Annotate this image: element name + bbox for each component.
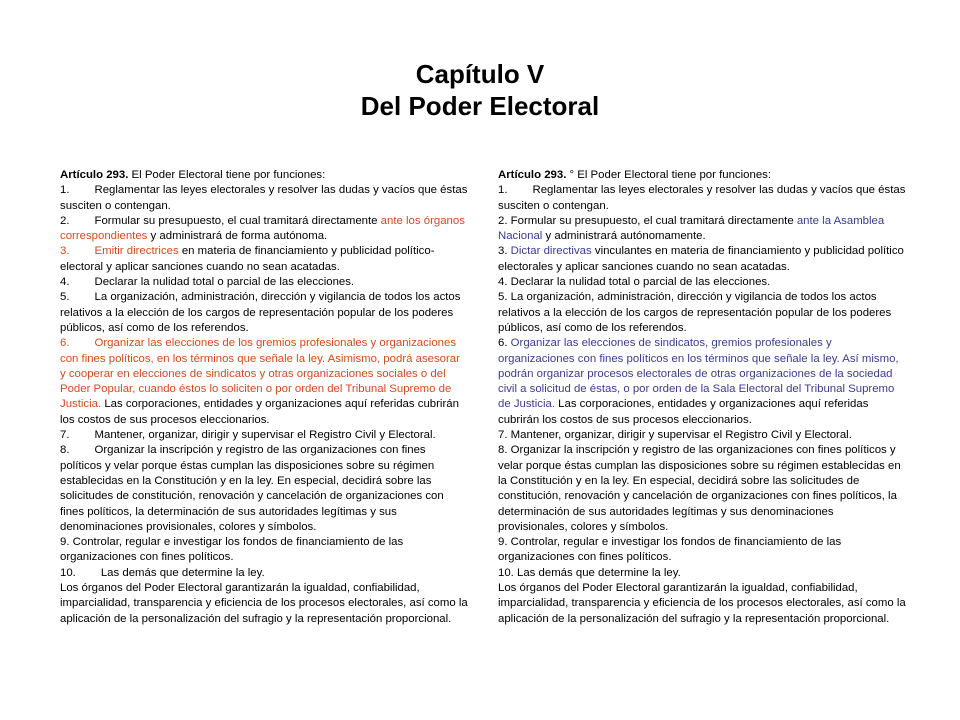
left-column-original-text [60,168,468,627]
item-1-text: Reglamentar las leyes electorales y resolver las dudas y vacíos que éstas susciten o contengan. [498,184,906,212]
item-8 [60,443,468,535]
item-4 [60,275,468,290]
item-3-highlight: Dictar directivas [510,245,592,258]
item-6 [498,336,906,428]
item-6-highlight: Organizar las elecciones de los gremios profesionales y organizaciones con fines políticos, en los términos que señale la ley. Asimismo, podrá asesorar y cooperar en elecciones de sindicatos y otras organizaciones sociales o del Poder Popular, cuando éstos lo soliciten o por orden del Tribunal Supremo de Justicia. [60,337,460,411]
item-10-text: Las demás que determine la ley. [100,566,265,579]
item-1 [498,183,906,214]
item-5-number: 5. [60,291,70,304]
item-2-text-b: y administrará de forma autónoma. [147,230,328,243]
item-7: 7. Mantener, organizar, dirigir y supervisar el Registro Civil y Electoral. [498,429,852,442]
item-3 [60,244,468,275]
item-2 [60,214,468,245]
item-1 [60,183,468,214]
item-2-text-a: Formular su presupuesto, el cual tramitará directamente [94,214,381,227]
item-2 [498,214,906,245]
item-3-highlight: Emitir directrices [94,245,179,258]
item-1-text: Reglamentar las leyes electorales y resolver las dudas y vacíos que éstas susciten o contengan. [60,184,468,212]
item-2-text-b: y administrará autónomamente. [542,230,706,243]
item-3-text: en materia de financiamiento y publicidad político-electoral y aplicar sanciones cuando no sean acatadas. [60,245,435,273]
item-8: 8. Organizar la inscripción y registro de las organizaciones con fines políticos y velar porque éstas cumplan las disposiciones sobre su régimen establecidas en la Constitución y en la ley. En especial, decidirá sobre las solicitudes de constitución, renovación y cancelación de organizaciones con fines políticos, la determinación de sus autoridades legítimas y sus denominaciones provisionales, colores y símbolos. [498,444,901,533]
item-3 [498,244,906,275]
item-5-text: La organización, administración, dirección y vigilancia de todos los actos relativos a la elección de los cargos de representación popular de los poderes públicos, así como de los referendos. [60,291,461,334]
item-6-highlight: Organizar las elecciones de sindicatos, gremios profesionales y organizaciones con fines políticos en los términos que señale la ley. Así mismo, podrán organizar procesos electorales de otras organizaciones de la sociedad civil a solicitud de éstas, o por orden de la Sala Electoral del Tribunal Supremo de Justicia. [498,337,899,411]
closing-paragraph: Los órganos del Poder Electoral garantizarán la igualdad, confiabilidad, imparcialidad, transparencia y eficiencia de los procesos electorales, así como la aplicación de la personalización del sufragio y la representación proporcional. [60,582,468,625]
chapter-heading: Capítulo V [415,59,545,89]
item-4: 4. Declarar la nulidad total o parcial de las elecciones. [498,276,771,289]
item-8-text: Organizar la inscripción y registro de las organizaciones con fines políticos y velar porque éstas cumplan las disposiciones sobre su régimen establecidas en la Constitución y en la ley. En especial, decidirá sobre las solicitudes de constitución, renovación y cancelación de organizaciones con fines políticos, la determinación de sus autoridades legítimas y sus denominaciones provisionales, colores y símbolos. [60,444,444,533]
article-intro: El Poder Electoral tiene por funciones: [128,169,326,181]
closing-paragraph: Los órganos del Poder Electoral garantizarán la igualdad, confiabilidad, imparcialidad, transparencia y eficiencia de los procesos electorales, así como la aplicación de la personalización del sufragio y la representación proporcional. [498,582,906,625]
article-label: Artículo 293. [60,169,129,181]
item-2-highlight: ante la Asamblea Nacional [498,214,885,243]
item-3-number: 3. [60,245,70,258]
item-2-number: 2. [60,214,70,227]
item-1-number: 1. [60,184,70,197]
item-4-text: Declarar la nulidad total o parcial de las elecciones. [94,276,355,289]
item-8-number: 8. [60,444,70,457]
item-1-number: 1. [498,184,508,197]
item-10 [60,566,468,581]
item-9: 9. Controlar, regular e investigar los fondos de financiamiento de las organizaciones con fines políticos. [498,536,842,564]
item-6-number: 6. [498,337,511,350]
item-6-number: 6. [60,337,70,350]
right-column-reform-text [498,168,906,627]
item-9: 9. Controlar, regular e investigar los fondos de financiamiento de las organizaciones con fines políticos. [60,536,404,564]
item-6-text: Las corporaciones, entidades y organizaciones aquí referidas cubrirán los costos de sus procesos eleccionarios. [498,398,869,426]
item-10-number: 10. [60,566,76,579]
item-3-text: vinculantes en materia de financiamiento y publicidad político electorales y aplicar sanciones cuando no sean acatadas. [498,245,904,273]
item-3-number: 3. [498,245,511,258]
item-2-text-a: 2. Formular su presupuesto, el cual tramitará directamente [498,214,797,227]
page-title [0,58,960,122]
article-header [60,168,468,183]
item-6 [60,336,468,428]
item-6-text: Las corporaciones, entidades y organizaciones aquí referidas cubrirán los costos de sus procesos eleccionarios. [60,398,459,426]
item-7-number: 7. [60,429,70,442]
item-5 [60,290,468,336]
item-7 [60,428,468,443]
item-2-highlight: ante los órganos correspondientes [60,214,465,243]
article-label: Artículo 293. [498,169,567,181]
item-10: 10. Las demás que determine la ley. [498,566,681,579]
item-5: 5. La organización, administración, dirección y vigilancia de todos los actos relativos a la elección de los cargos de representación popular de los poderes públicos, así como de los referendos. [498,291,892,334]
article-header [498,168,906,183]
article-intro: ° El Poder Electoral tiene por funciones: [566,169,772,181]
item-7-text: Mantener, organizar, dirigir y supervisar el Registro Civil y Electoral. [94,429,436,442]
chapter-subheading: Del Poder Electoral [360,91,600,121]
item-4-number: 4. [60,276,70,289]
